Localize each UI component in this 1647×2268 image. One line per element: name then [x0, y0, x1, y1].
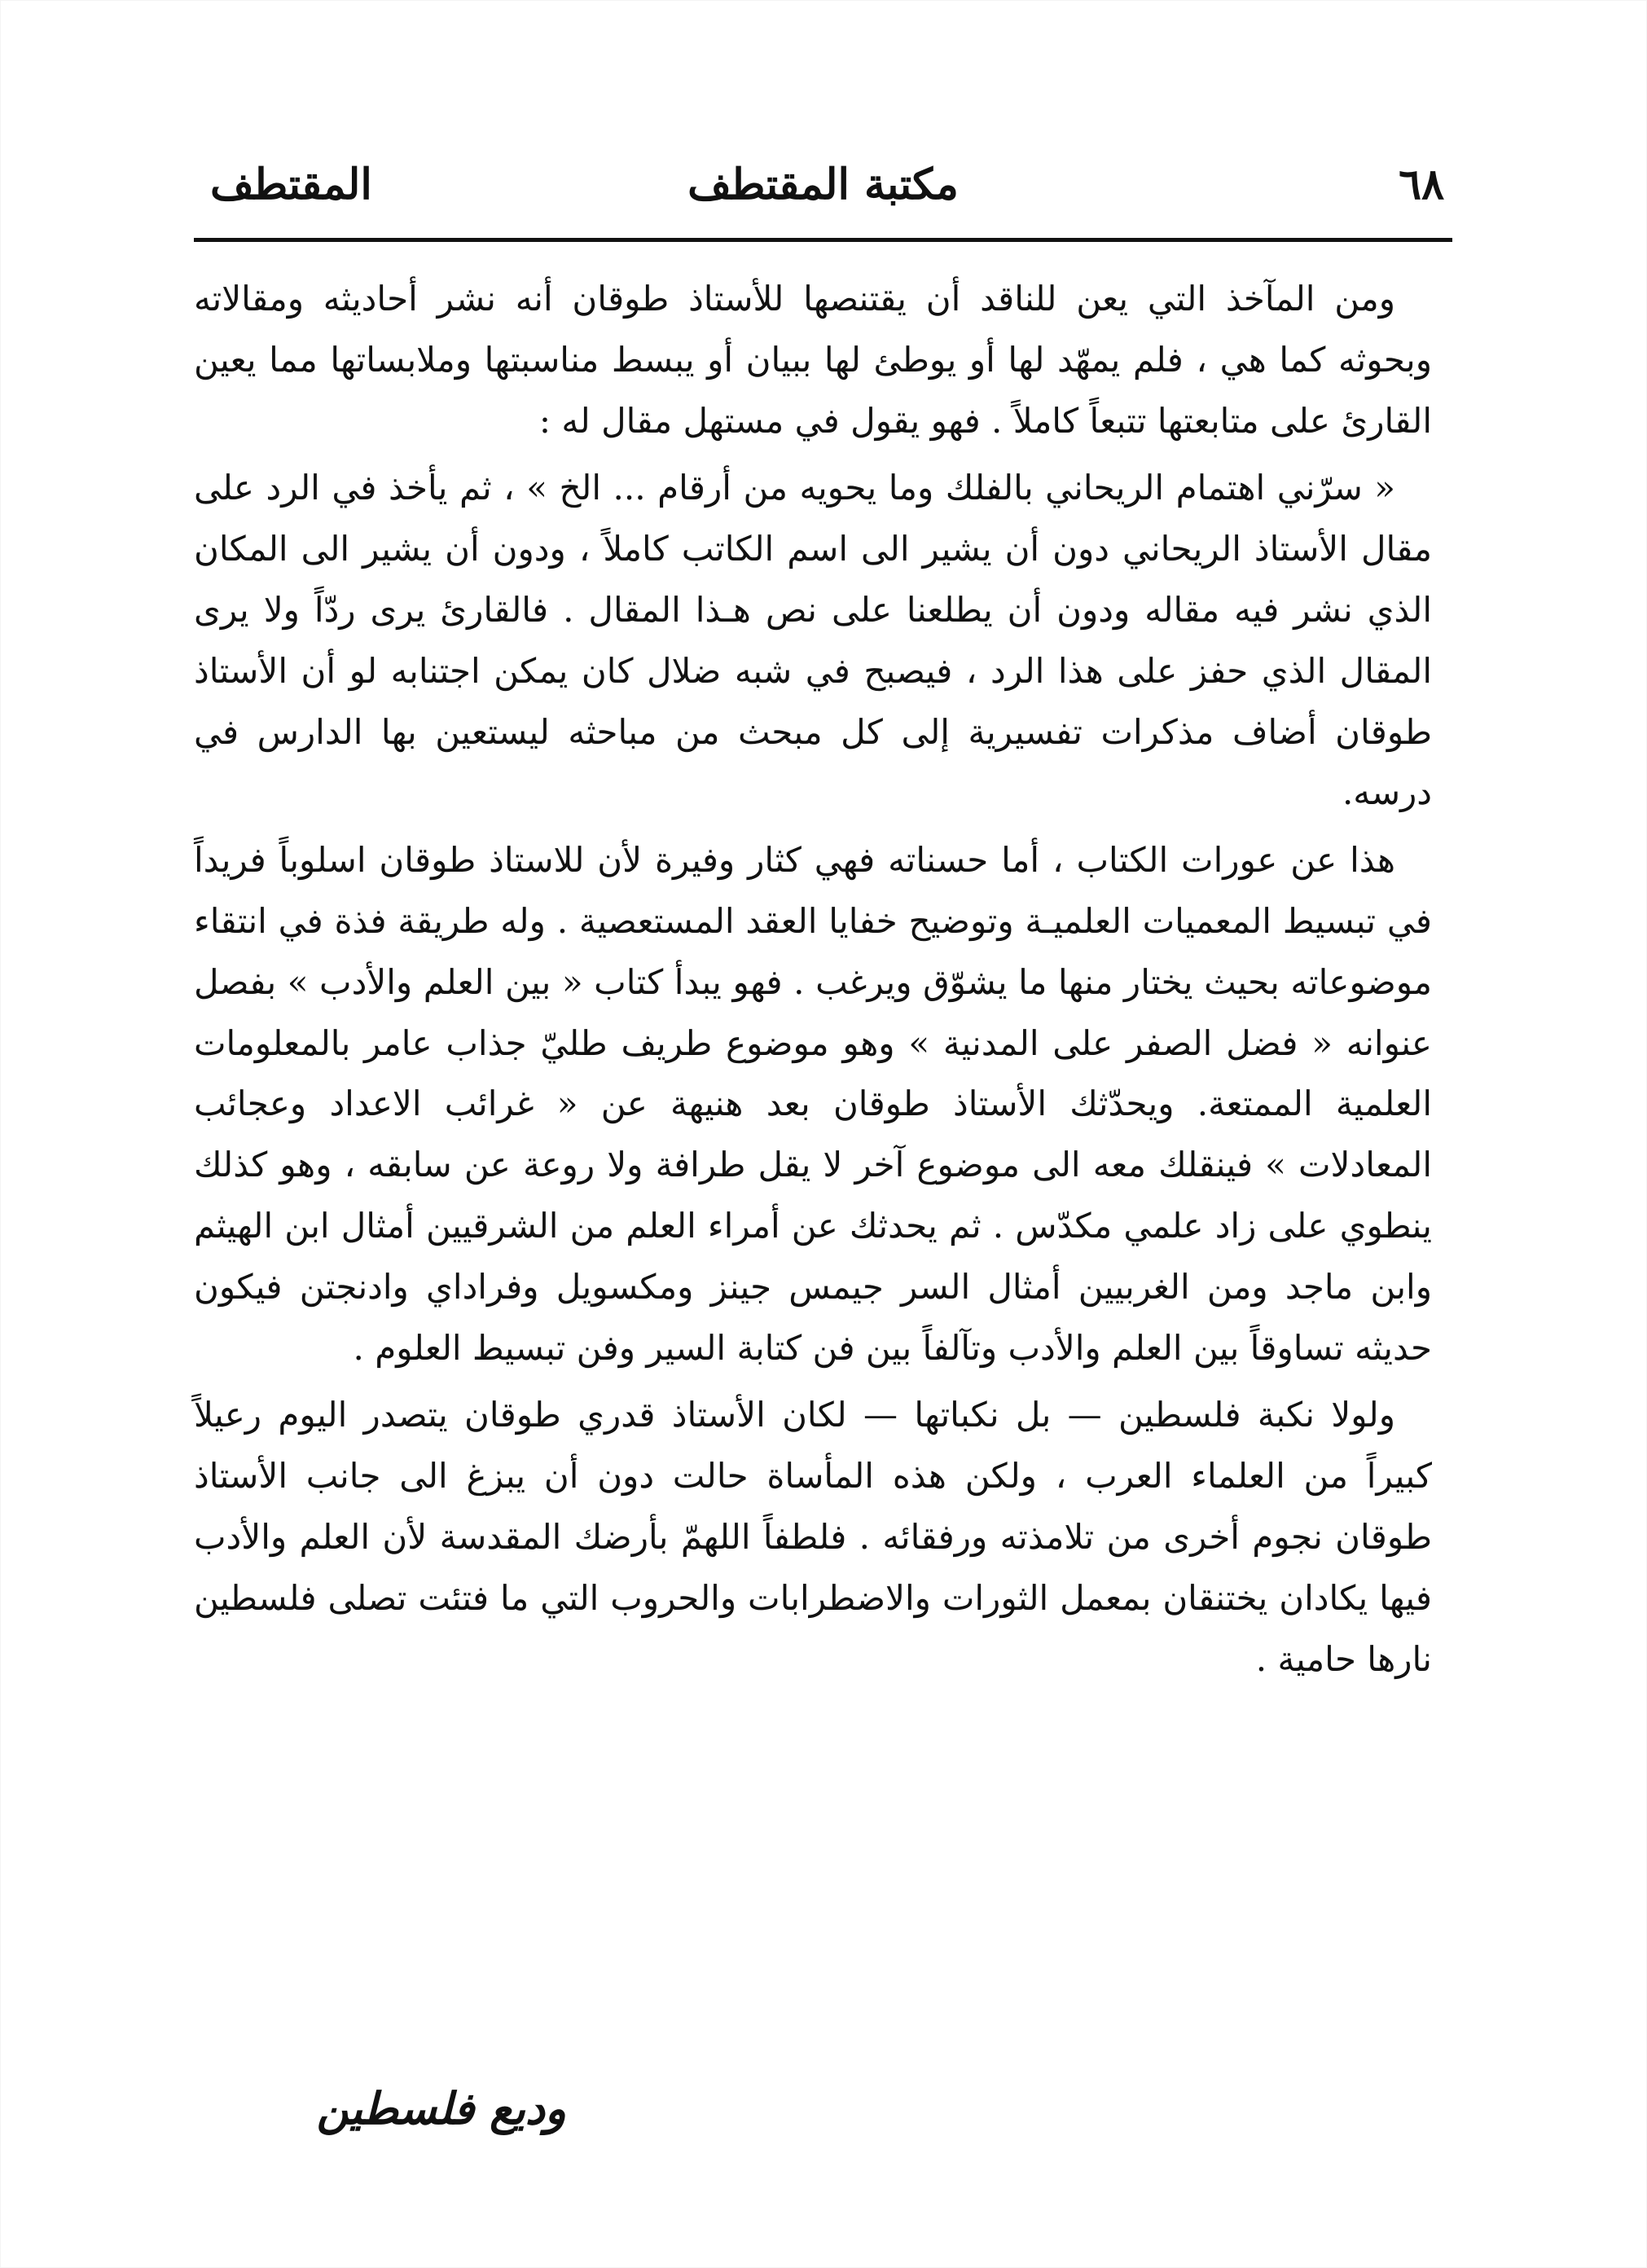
magazine-name: المقتطف	[210, 160, 372, 209]
paragraph-1: ومن المآخذ التي يعن للناقد أن يقتنصها للأستاذ طوقان أنه نشر أحاديثه ومقالاته وبحوثه كما هي ، فلم يمهّد لها أو يوطئ لها ببيان أو يبسط مناسبتها وملابساتها مما يعين القارئ على متابعتها تتبعاً كاملاً . فهو يقول في مستهل مقال له :	[194, 279, 1432, 441]
page-header	[194, 148, 1452, 222]
running-title: مكتبة المقتطف	[687, 160, 959, 209]
paragraph-2: « سرّني اهتمام الريحاني بالفلك وما يحويه من أرقام ... الخ » ، ثم يأخذ في الرد على مقال الأستاذ الريحاني دون أن يشير الى اسم الكاتب كاملاً ، ودون أن يشير الى المكان الذي نشر فيه مقاله ودون أن يطلعنا على نص هـذا المقال . فالقارئ يرى ردّاً ولا يرى المقال الذي حفز على هذا الرد ، فيصبح في شبه ضلال كان يمكن اجتنابه لو أن الأستاذ طوقان أضاف مذكرات تفسيرية إلى كل مبحث من مباحثه ليستعين بها الدارس في درسه.	[194, 468, 1432, 813]
paragraph-4: ولولا نكبة فلسطين — بل نكباتها — لكان الأستاذ قدري طوقان يتصدر اليوم رعيلاً كبيراً من العلماء العرب ، ولكن هذه المأساة حالت دون أن يبزغ الى جانب الأستاذ طوقان نجوم أخرى من تلامذته ورفقائه . فلطفاً اللهمّ بأرضك المقدسة لأن العلم والأدب فيها يكادان يختنقان بمعمل الثورات والاضطرابات والحروب التي ما فتئت تصلى فلسطين نارها حامية .	[194, 1395, 1432, 1679]
header-divider	[194, 238, 1452, 242]
paragraph-3: هذا عن عورات الكتاب ، أما حسناته فهي كثار وفيرة لأن للاستاذ طوقان اسلوباً فريداً في تبسيط المعميات العلميـة وتوضيح خفايا العقد المستعصية . وله طريقة فذة في انتقاء موضوعاته بحيث يختار منها ما يشوّق ويرغب . فهو يبدأ كتاب « بين العلم والأدب » بفصل عنوانه « فضل الصفر على المدنية » وهو موضوع طريف طليّ جذاب عامر بالمعلومات العلمية الممتعة. ويحدّثك الأستاذ طوقان بعد هنيهة عن « غرائب الاعداد وعجائب المعادلات » فينقلك معه الى موضوع آخر لا يقل طرافة ولا روعة عن سابقه ، وهو كذلك ينطوي على زاد علمي مكدّس . ثم يحدثك عن أمراء العلم من الشرقيين أمثال ابن الهيثم وابن ماجد ومن الغربيين أمثال السر جيمس جينز ومكسويل وفراداي وادنجتن فيكون حديثه تساوقاً بين العلم والأدب وتآلفاً بين فن كتابة السير وفن تبسيط العلوم .	[194, 840, 1432, 1368]
page-number: ٦٨	[1399, 160, 1444, 209]
article-body	[194, 269, 1432, 1696]
author-signature: وديع فلسطين	[316, 2082, 566, 2134]
